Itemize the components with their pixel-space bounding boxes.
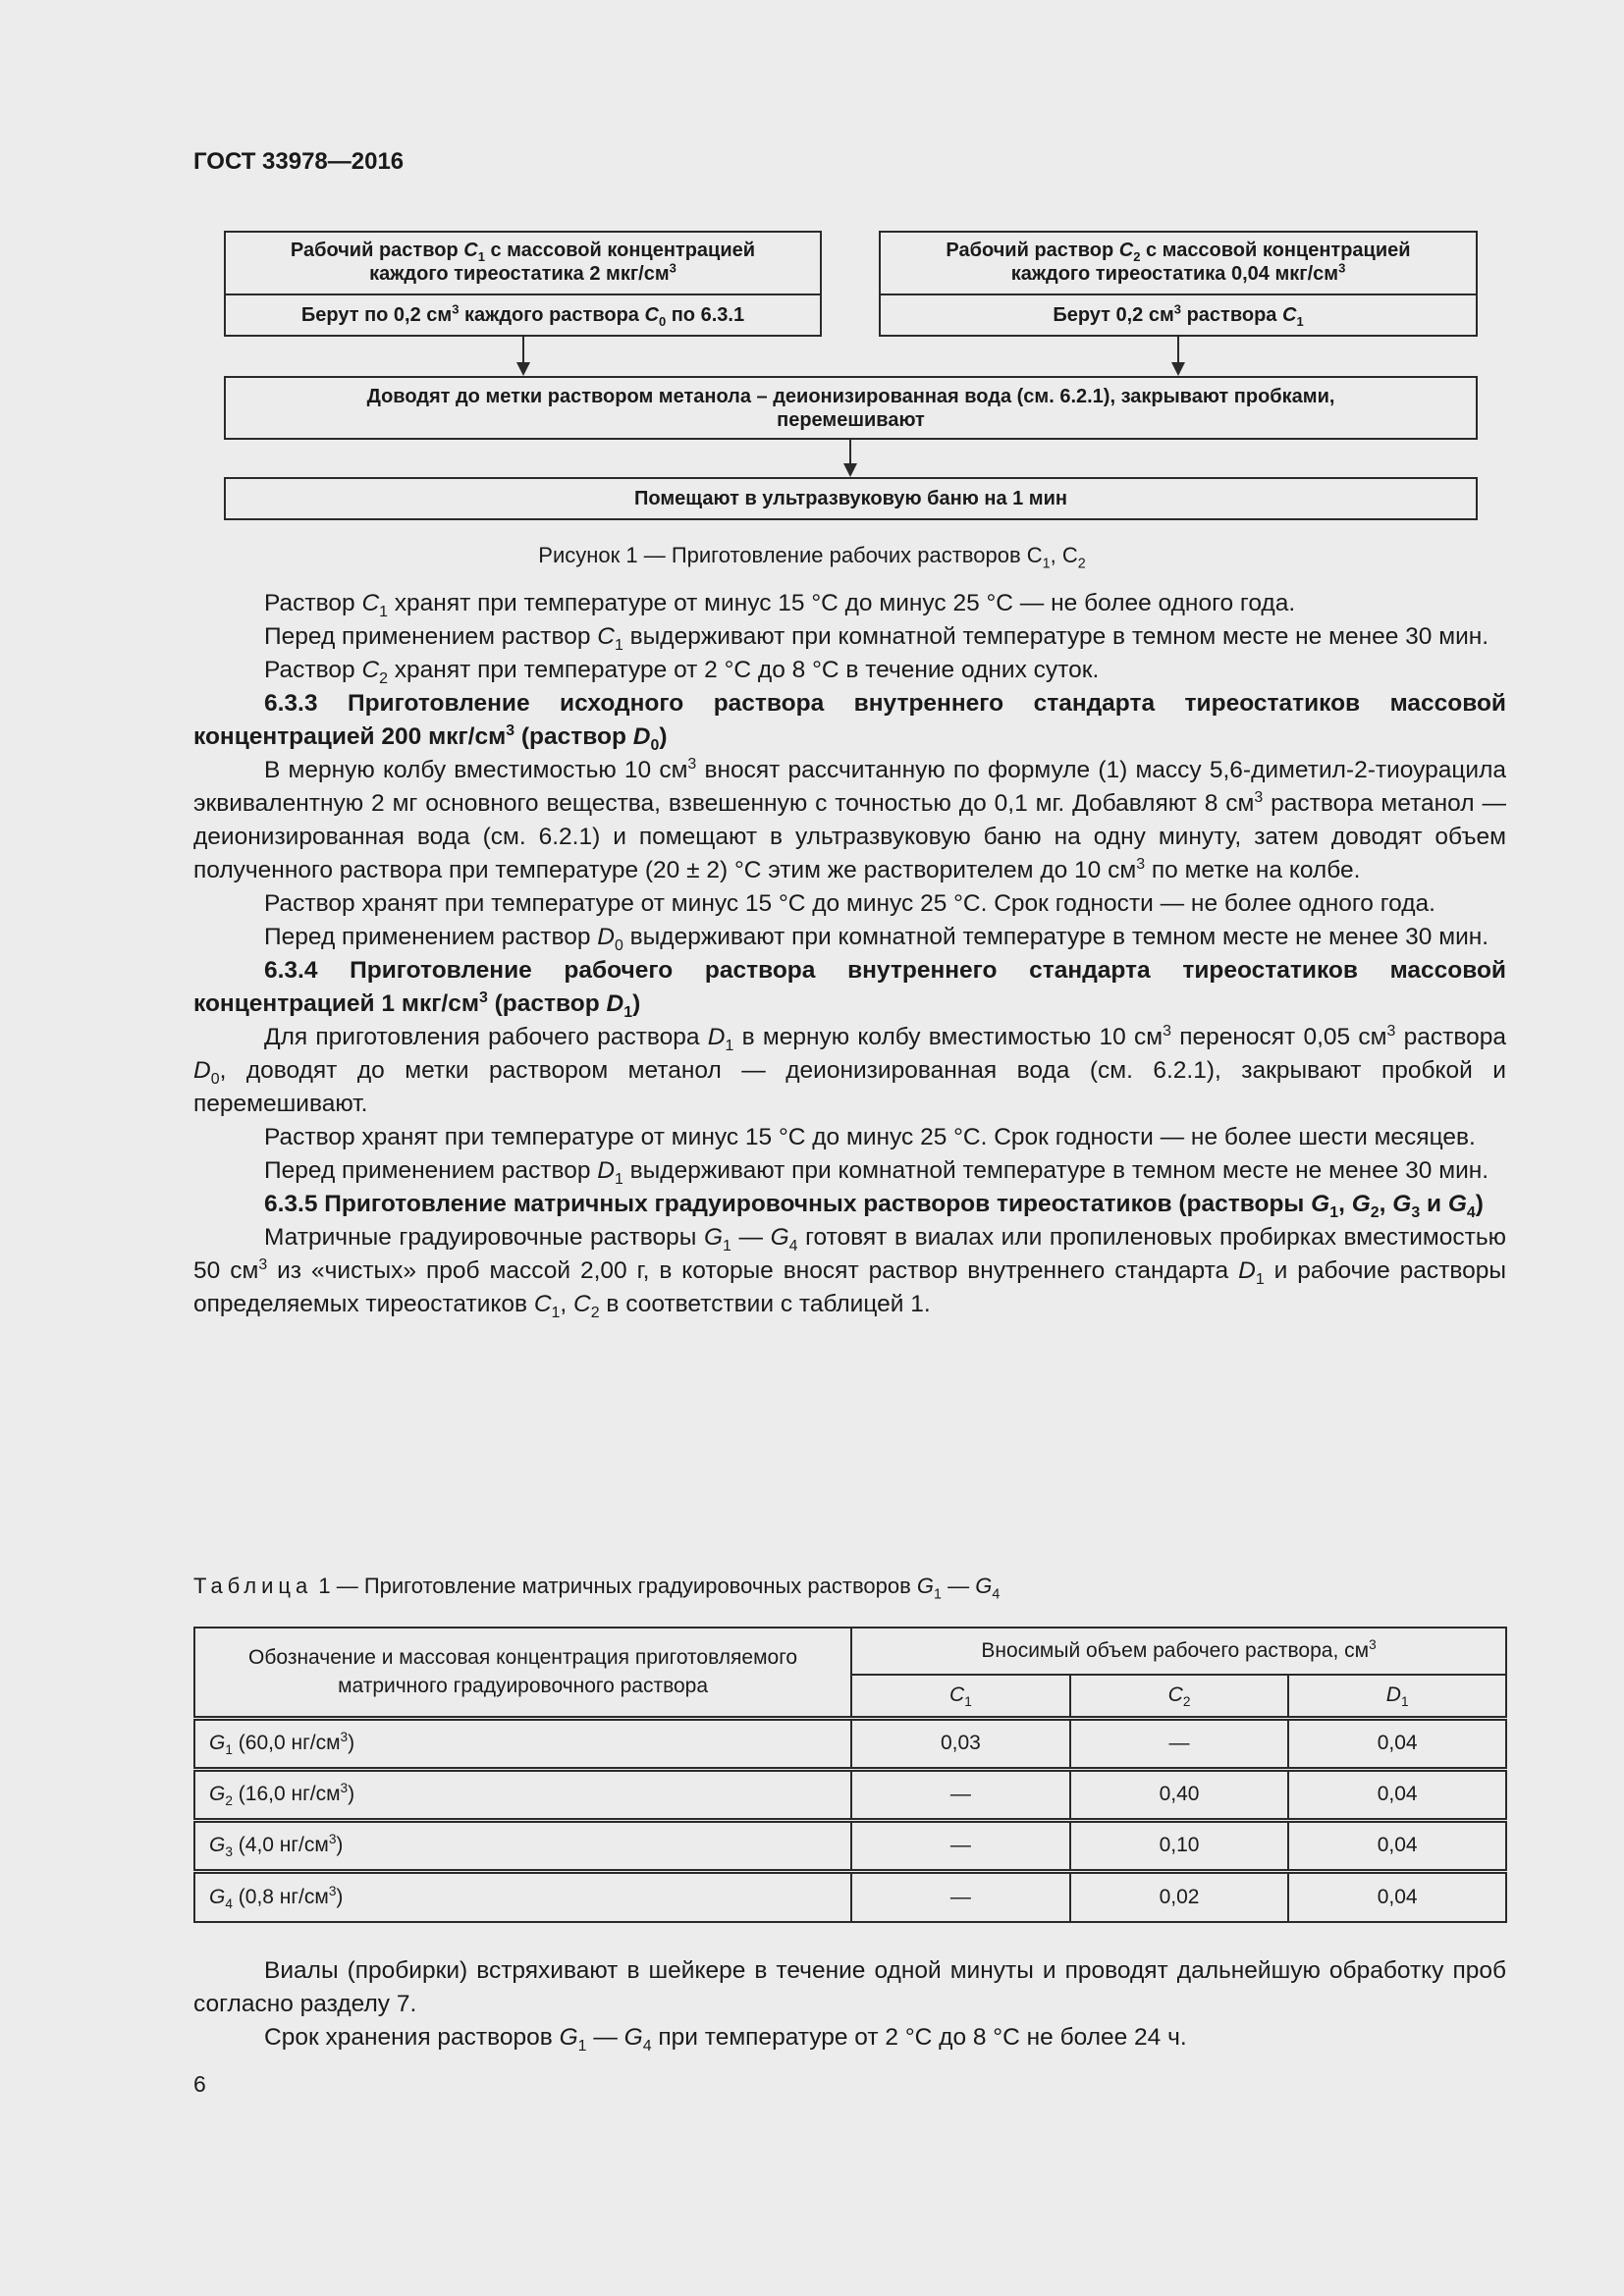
flow-arrow-left-line <box>522 337 524 362</box>
text: G <box>916 1574 935 1598</box>
text: C <box>533 1291 552 1317</box>
text: ) <box>1475 1191 1484 1217</box>
flow-arrow-middle-line <box>849 440 851 463</box>
table-cell-c1: 0,03 <box>851 1718 1070 1769</box>
text: C <box>1281 304 1297 326</box>
table-cell-d1: 0,04 <box>1288 1820 1506 1871</box>
text: , <box>1338 1191 1352 1217</box>
text: G <box>770 1224 789 1251</box>
text: каждого тиреостатика 0,04 мкг/см <box>1010 263 1339 285</box>
table-cell-d1: 0,04 <box>1288 1871 1506 1922</box>
text: 3 <box>340 1730 349 1744</box>
text: 3 <box>1173 301 1182 317</box>
text: C <box>949 1683 965 1707</box>
table-cell-c1: — <box>851 1871 1070 1922</box>
text: D <box>606 990 624 1017</box>
text: — <box>731 1224 771 1251</box>
page-number: 6 <box>193 2071 206 2097</box>
text: в мерную колбу вместимостью 10 см <box>733 1024 1164 1050</box>
text: готовят в виалах или пропиленовых пробирках вместимостью 50 см <box>193 1224 1506 1284</box>
text: 2 <box>1077 556 1086 572</box>
text: , С <box>1050 543 1078 567</box>
text: ) <box>348 1732 355 1754</box>
flow-box-left-bottom <box>224 294 822 337</box>
text: с массовой концентрацией <box>484 240 756 261</box>
text: по 6.3.1 <box>666 304 745 326</box>
text: C <box>361 590 380 616</box>
text: Перед применением раствор <box>264 623 598 650</box>
text: при температуре от 2 °С до 8 °С не более 24 ч. <box>651 2024 1187 2051</box>
main-text <box>193 587 1506 1321</box>
text: выдерживают при комнатной температуре в темном месте не менее 30 мин. <box>623 924 1489 950</box>
text: 2 <box>1370 1203 1380 1221</box>
flow-arrow-right-line <box>1177 337 1179 362</box>
text: C <box>463 240 478 261</box>
paragraph <box>193 654 1506 687</box>
flow-arrow-left-head <box>516 362 530 376</box>
text: D <box>597 924 615 950</box>
paragraph <box>193 754 1506 887</box>
flow-box-right-top <box>879 231 1478 295</box>
table-header-row <box>194 1628 1506 1675</box>
table-row <box>194 1820 1506 1871</box>
text: Перед применением раствор <box>264 924 598 950</box>
text: 3 <box>1411 1203 1421 1221</box>
text: D <box>1238 1257 1256 1284</box>
text: C <box>361 657 380 683</box>
text: хранят при температуре от минус 15 °С до минус 25 °С — не более одного года. <box>388 590 1296 616</box>
text: 1 <box>723 1237 731 1255</box>
paragraph <box>193 620 1506 654</box>
text: по метке на колбе. <box>1145 857 1361 883</box>
table-caption <box>193 1574 1001 1603</box>
figure-caption <box>0 543 1624 572</box>
text: — <box>586 2024 624 2051</box>
text: 2 <box>379 669 388 687</box>
text: (4,0 нг/см <box>232 1834 329 1856</box>
text: каждого раствора <box>459 304 645 326</box>
paragraph: Раствор хранят при температуре от минус 15 °С до минус 25 °С. Срок годности — не более шести месяцев. <box>264 1124 1476 1150</box>
text: 1 <box>379 603 388 620</box>
table-cell-c1: — <box>851 1820 1070 1871</box>
paragraph <box>193 587 1506 620</box>
text: 1 <box>623 1003 633 1021</box>
paragraph <box>193 921 1506 954</box>
text: 1 <box>614 636 623 654</box>
text: G <box>559 2024 578 2051</box>
paragraph: Раствор хранят при температуре от минус 15 °С до минус 25 °С. Срок годности — не более одного года. <box>264 890 1435 917</box>
text: 3 <box>225 1844 233 1860</box>
text: ) <box>348 1783 355 1805</box>
text: D <box>707 1024 726 1050</box>
text: раствора <box>1181 304 1282 326</box>
paragraph <box>193 1021 1506 1121</box>
text: G <box>209 1834 226 1856</box>
text: 1 <box>477 249 485 264</box>
table-cell-designation <box>194 1871 851 1922</box>
text: хранят при температуре от 2 °С до 8 °С в течение одних суток. <box>388 657 1100 683</box>
text: 3 <box>340 1781 349 1795</box>
document-header: ГОСТ 33978—2016 <box>193 148 405 175</box>
text: выдерживают при комнатной температуре в темном месте не менее 30 мин. <box>623 1157 1489 1184</box>
text: G <box>1351 1191 1371 1217</box>
text: ) <box>632 990 641 1017</box>
text: G <box>1392 1191 1412 1217</box>
flow-arrow-middle-head <box>843 463 857 477</box>
text: C <box>597 623 615 650</box>
text: В мерную колбу вместимостью 10 см <box>264 757 688 783</box>
text: 6.3.5 Приготовление матричных градуировочных растворов тиреостатиков (растворы <box>264 1191 1312 1217</box>
table-subheader-c2 <box>1070 1675 1289 1718</box>
text: 1 <box>1329 1203 1339 1221</box>
text: 1 <box>725 1037 734 1054</box>
text: 3 <box>452 301 460 317</box>
text: D <box>193 1057 211 1084</box>
text: 4 <box>225 1896 233 1911</box>
text: (раствор <box>487 990 607 1017</box>
text: каждого тиреостатика 2 мкг/см <box>369 263 670 285</box>
text: Рисунок 1 — Приготовление рабочих растворов С <box>538 543 1043 567</box>
table-row <box>194 1871 1506 1922</box>
text: 3 <box>1136 855 1146 873</box>
text: G <box>703 1224 724 1251</box>
text: из «чистых» проб массой 2,00 г, в которые вносят раствор внутреннего стандарта <box>267 1257 1239 1284</box>
text: 3 <box>258 1255 268 1273</box>
text: 1 <box>577 2037 587 2055</box>
text: G <box>623 2024 643 2051</box>
text: Раствор <box>264 657 362 683</box>
paragraph <box>193 1221 1506 1321</box>
table-cell-c2: 0,40 <box>1070 1769 1289 1820</box>
text: раствора <box>1395 1024 1506 1050</box>
text: 1 <box>551 1304 561 1321</box>
text: 6.3.4 Приготовление рабочего раствора внутреннего стандарта тиреостатиков массовой концентрацией 1 мкг/см <box>193 957 1506 1017</box>
text: ) <box>336 1885 344 1908</box>
text: Для приготовления рабочего раствора <box>264 1024 708 1050</box>
text: 1 <box>614 1170 623 1188</box>
table-cell-c2: 0,10 <box>1070 1820 1289 1871</box>
text: 3 <box>328 1832 337 1846</box>
text: 1 <box>1400 1694 1409 1710</box>
text: , <box>1379 1191 1393 1217</box>
table-cell-designation <box>194 1769 851 1820</box>
table-header-volume <box>851 1628 1506 1675</box>
text: 0 <box>210 1070 220 1088</box>
text: 1 <box>1255 1270 1265 1288</box>
section-heading-6-3-4 <box>193 954 1506 1021</box>
text: вносят рассчитанную по формуле (1) массу 5,6-диметил-2-тиоурацила эквивалентную 2 мг основного вещества, взвешенную с точностью до 0,1 мг. Добавляют 8 см <box>193 757 1506 817</box>
text: G <box>209 1885 226 1908</box>
text: 2 <box>590 1304 600 1321</box>
section-heading-6-3-3 <box>193 687 1506 754</box>
text: — <box>941 1574 976 1598</box>
text: Берут по 0,2 см <box>300 304 453 326</box>
text: C <box>573 1291 591 1317</box>
text: G <box>1311 1191 1330 1217</box>
text: (60,0 нг/см <box>232 1732 341 1754</box>
text: (раствор <box>514 723 633 750</box>
flow-box-left-top <box>224 231 822 295</box>
text: в соответствии с таблицей 1. <box>599 1291 931 1317</box>
text: 3 <box>1369 1637 1377 1652</box>
text: раствора метанол — деионизированная вода (см. 6.2.1) и помещают в ультразвуковую баню на одну минуту, затем доводят объем полученного раствора при температуре (20 ± 2) °С этим же растворителем до 10 см <box>193 790 1506 883</box>
table-cell-d1: 0,04 <box>1288 1769 1506 1820</box>
table-1 <box>193 1627 1507 1923</box>
table-cell-c1: — <box>851 1769 1070 1820</box>
text: G <box>1447 1191 1467 1217</box>
flow-box-right-bottom <box>879 294 1478 337</box>
flow-box-bottom: Помещают в ультразвуковую баню на 1 мин <box>224 477 1478 520</box>
text: ) <box>336 1834 344 1856</box>
text: G <box>975 1574 993 1598</box>
text: 3 <box>1254 788 1264 806</box>
table-cell-designation <box>194 1718 851 1769</box>
text: C <box>1167 1683 1183 1707</box>
table-subheader-c1 <box>851 1675 1070 1718</box>
text: 0 <box>614 936 623 954</box>
text: 3 <box>328 1883 337 1898</box>
text: 1 <box>934 1586 942 1603</box>
text: G <box>209 1783 226 1805</box>
text: Срок хранения растворов <box>264 2024 560 2051</box>
text: Перед применением раствор <box>264 1157 598 1184</box>
text: 4 <box>642 2037 652 2055</box>
text: 6.3.3 Приготовление исходного раствора внутреннего стандарта тиреостатиков массовой концентрацией 200 мкг/см <box>193 690 1506 750</box>
table-cell-c2: — <box>1070 1718 1289 1769</box>
text: с массовой концентрацией <box>1140 240 1411 261</box>
text: Вносимый объем рабочего раствора, см <box>981 1639 1370 1662</box>
text: Матричные градуировочные растворы <box>264 1224 704 1251</box>
text: перемешивают <box>777 409 925 431</box>
text: Рабочий раствор <box>946 240 1119 261</box>
text: 3 <box>506 721 515 739</box>
text: , доводят до метки раствором метанол — деионизированная вода (см. 6.2.1), закрывают пробкой и перемешивают. <box>193 1057 1506 1117</box>
text: 0 <box>658 314 667 329</box>
flow-box-middle <box>224 376 1478 440</box>
text: , <box>560 1291 574 1317</box>
text: 3 <box>687 755 697 773</box>
text: (16,0 нг/см <box>232 1783 341 1805</box>
paragraph <box>193 2021 1506 2055</box>
text: 3 <box>1338 260 1346 276</box>
section-heading-6-3-5 <box>193 1188 1506 1221</box>
text: D <box>597 1157 615 1184</box>
table-row <box>194 1718 1506 1769</box>
text: выдерживают при комнатной температуре в темном месте не менее 30 мин. <box>623 623 1489 650</box>
text: 1 <box>1296 314 1304 329</box>
text: ) <box>659 723 668 750</box>
text: 2 <box>1133 249 1141 264</box>
text: и <box>1420 1191 1448 1217</box>
text: 4 <box>992 1586 1001 1603</box>
text: C <box>1118 240 1134 261</box>
text: D <box>1385 1683 1401 1707</box>
table-subheader-d1 <box>1288 1675 1506 1718</box>
text: 4 <box>788 1237 798 1255</box>
text: Рабочий раствор <box>290 240 464 261</box>
text: 3 <box>1386 1022 1396 1040</box>
text: (0,8 нг/см <box>232 1885 329 1908</box>
text: 1 — Приготовление матричных градуировочных растворов <box>312 1574 917 1598</box>
table-row <box>194 1769 1506 1820</box>
table-cell-d1: 0,04 <box>1288 1718 1506 1769</box>
table-cell-c2: 0,02 <box>1070 1871 1289 1922</box>
flow-arrow-right-head <box>1171 362 1185 376</box>
text: 3 <box>669 260 677 276</box>
text: C <box>644 304 659 326</box>
text: Берут 0,2 см <box>1053 304 1174 326</box>
text: 1 <box>225 1742 233 1758</box>
paragraph <box>193 1154 1506 1188</box>
text: 3 <box>478 988 488 1006</box>
text: Раствор <box>264 590 362 616</box>
text: Таблица <box>193 1574 313 1598</box>
text: 2 <box>225 1793 233 1809</box>
text: 1 <box>1042 556 1051 572</box>
text: 4 <box>1466 1203 1476 1221</box>
text: G <box>209 1732 226 1754</box>
table-cell-designation <box>194 1820 851 1871</box>
text: 2 <box>1182 1694 1191 1710</box>
text: 3 <box>1163 1022 1171 1040</box>
table-header-designation: Обозначение и массовая концентрация приготовляемого матричного градуировочного раствора <box>194 1628 851 1718</box>
after-table-text <box>193 1954 1506 2055</box>
text: Доводят до метки раствором метанола – деионизированная вода (см. 6.2.1), закрывают пробками, <box>366 386 1335 407</box>
paragraph: Виалы (пробирки) встряхивают в шейкере в течение одной минуты и проводят дальнейшую обработку проб согласно разделу 7. <box>193 1957 1506 2017</box>
text: 1 <box>964 1694 972 1710</box>
text: и рабочие растворы определяемых тиреостатиков <box>193 1257 1506 1317</box>
text: D <box>632 723 651 750</box>
text: переносят 0,05 см <box>1170 1024 1387 1050</box>
text: 0 <box>650 736 660 754</box>
